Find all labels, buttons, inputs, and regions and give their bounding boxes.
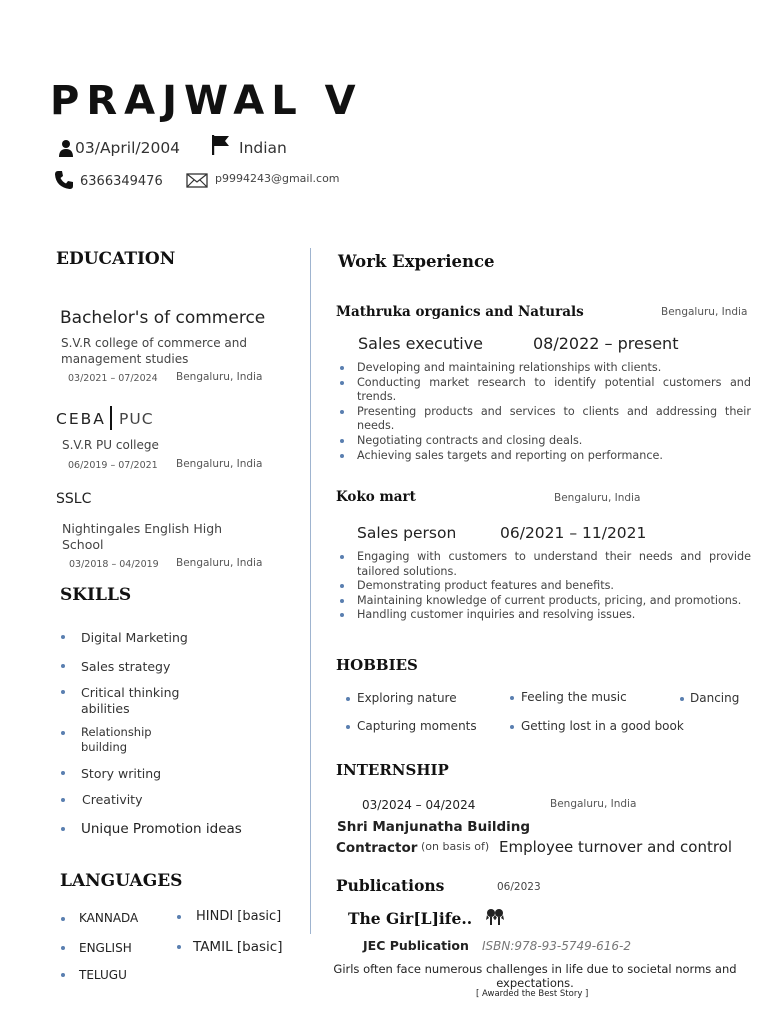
hobby-item: Exploring nature [357, 691, 457, 705]
job-dates: 06/2021 – 11/2021 [500, 524, 647, 542]
language-item: KANNADA [79, 911, 139, 925]
bullet-icon [680, 697, 684, 701]
phone-number: 6366349476 [80, 174, 163, 189]
publication-title: The Gir[L]ife.. [348, 909, 473, 928]
job-duty: Presenting products and services to clients and addressing their needs. [337, 405, 751, 434]
job-duty: Developing and maintaining relationships with clients. [337, 361, 751, 376]
job-location: Bengaluru, India [661, 306, 748, 318]
publication-description: Girls often face numerous challenges in life due to societal norms and expectations. [333, 962, 737, 990]
language-item: TAMIL [basic] [193, 939, 283, 955]
bullet-icon [346, 697, 350, 701]
puc-dates: 06/2019 – 07/2021 [68, 460, 158, 471]
puc-location: Bengaluru, India [176, 458, 263, 470]
languages-heading: LANGUAGES [60, 871, 183, 891]
job-duty: Maintaining knowledge of current products, pricing, and promotions. [337, 594, 751, 609]
degree-dates: 03/2021 – 07/2024 [68, 373, 158, 384]
award-note: [ Awarded the Best Story ] [476, 989, 589, 999]
hobbies-heading: HOBBIES [336, 656, 418, 674]
bullet-icon [61, 917, 65, 921]
puc-level: PUC [119, 410, 154, 428]
candidate-name: PRAJWAL V [50, 78, 363, 124]
sslc-title: SSLC [56, 491, 92, 507]
sslc-school: Nightingales English High School [62, 521, 223, 552]
language-item: ENGLISH [79, 941, 132, 955]
publications-heading: Publications [336, 876, 445, 895]
job-duty: Handling customer inquiries and resolving issues. [337, 608, 751, 623]
work-heading: Work Experience [338, 252, 495, 271]
internship-location: Bengaluru, India [550, 798, 637, 810]
bullet-icon [61, 771, 65, 775]
language-item: TELUGU [79, 968, 127, 982]
bullet-icon [61, 731, 65, 735]
degree-title: Bachelor's of commerce [60, 308, 266, 328]
puc-school: S.V.R PU college [62, 438, 159, 452]
bullet-icon [510, 725, 514, 729]
job-duties-list [337, 361, 751, 463]
job-duty: Engaging with customers to understand their needs and provide tailored solutions. [337, 550, 751, 579]
job-role: Sales person [357, 524, 457, 542]
bullet-icon [346, 725, 350, 729]
girls-icon [485, 908, 505, 926]
mail-icon [186, 173, 208, 188]
internship-company: Shri Manjunatha Building [337, 819, 531, 835]
skill-item: Creativity [82, 792, 143, 807]
education-heading: EDUCATION [56, 249, 176, 269]
skill-item: Sales strategy [81, 659, 171, 674]
skill-item: Unique Promotion ideas [81, 821, 242, 837]
internship-heading: INTERNSHIP [336, 761, 449, 779]
skill-item: Critical thinking abilities [81, 685, 180, 716]
job-company: Koko mart [336, 489, 416, 505]
phone-icon [54, 170, 74, 190]
internship-topic: Employee turnover and control [499, 838, 733, 856]
internship-basis: (on basis of) [421, 840, 490, 853]
bullet-icon [61, 690, 65, 694]
hobby-item: Getting lost in a good book [521, 719, 684, 733]
email-address[interactable]: p9994243@gmail.com [215, 172, 340, 185]
flag-icon [211, 134, 231, 156]
skill-item: Relationship building [81, 725, 152, 754]
nationality: Indian [239, 139, 287, 157]
bullet-icon [510, 696, 514, 700]
date-of-birth: 03/April/2004 [75, 139, 181, 157]
job-company: Mathruka organics and Naturals [336, 304, 584, 320]
job-duty: Conducting market research to identify potential customers and trends. [337, 376, 751, 405]
hobby-item: Feeling the music [521, 690, 627, 704]
job-duty: Negotiating contracts and closing deals. [337, 434, 751, 449]
hobby-item: Dancing [690, 691, 740, 705]
bullet-icon [61, 827, 65, 831]
hobby-item: Capturing moments [357, 719, 477, 733]
skill-item: Digital Marketing [81, 630, 188, 645]
skills-heading: SKILLS [60, 585, 132, 605]
bullet-icon [61, 664, 65, 668]
bullet-icon [61, 798, 65, 802]
internship-company-cont: Contractor [336, 840, 418, 856]
skill-item: Story writing [81, 766, 162, 781]
publication-date: 06/2023 [497, 881, 541, 893]
job-duties-list [337, 550, 751, 623]
bullet-icon [177, 915, 181, 919]
job-location: Bengaluru, India [554, 492, 641, 504]
sslc-dates: 03/2018 – 04/2019 [69, 559, 159, 570]
language-item: HINDI [basic] [196, 909, 282, 924]
column-divider [310, 248, 311, 934]
puc-stream: CEBA [56, 410, 106, 428]
job-duty: Achieving sales targets and reporting on performance. [337, 449, 751, 464]
degree-location: Bengaluru, India [176, 371, 263, 383]
degree-school: S.V.R college of commerce and management studies [61, 336, 247, 366]
isbn: ISBN:978-93-5749-616-2 [482, 939, 631, 953]
puc-separator [110, 406, 112, 430]
person-icon [58, 139, 74, 157]
internship-dates: 03/2024 – 04/2024 [362, 798, 476, 812]
bullet-icon [61, 973, 65, 977]
sslc-location: Bengaluru, India [176, 557, 263, 569]
bullet-icon [61, 635, 65, 639]
bullet-icon [61, 946, 65, 950]
bullet-icon [177, 945, 181, 949]
job-duty: Demonstrating product features and benefits. [337, 579, 751, 594]
publisher: JEC Publication [363, 938, 469, 953]
job-dates: 08/2022 – present [533, 334, 679, 353]
job-role: Sales executive [358, 334, 484, 353]
